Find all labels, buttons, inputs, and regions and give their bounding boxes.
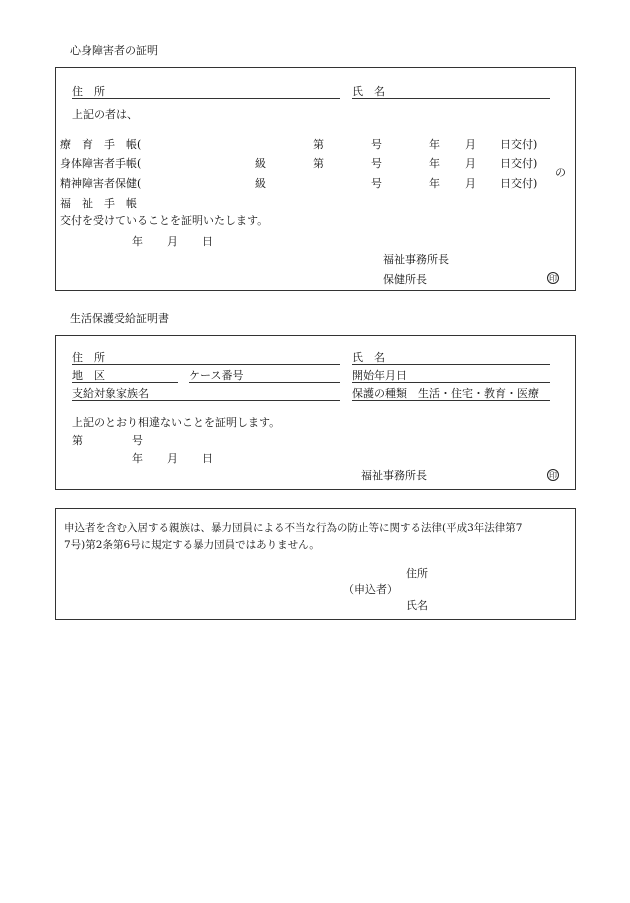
row1-nen: 年 <box>429 138 440 151</box>
seal-icon: 印 <box>549 274 557 283</box>
shintai-techo-label: 身体障害者手帳( <box>60 157 142 170</box>
date-nen: 年 <box>132 452 143 465</box>
certify-text: 交付を受けていることを証明いたします。 <box>60 214 269 227</box>
name-label: 氏 名 <box>352 85 385 98</box>
name-field[interactable] <box>352 98 550 99</box>
no-particle: の <box>555 166 566 179</box>
row3-grade: 級 <box>255 177 266 190</box>
row1-dai: 第 <box>313 138 324 151</box>
row3-hi: 日交付) <box>500 177 538 190</box>
ryoiku-techo-label: 療 育 手 帳( <box>60 138 142 151</box>
section2-title: 生活保護受給証明書 <box>70 312 169 325</box>
date-tsuki: 月 <box>167 452 178 465</box>
welfare-techo-label: 福 祉 手 帳 <box>60 197 137 210</box>
number-go: 号 <box>132 434 143 447</box>
welfare-certificate-box <box>55 335 576 490</box>
start-date-label: 開始年月日 <box>352 369 407 382</box>
row1-hi: 日交付) <box>500 138 538 151</box>
welfare-office-head: 福祉事務所長 <box>383 253 449 266</box>
address-label: 住 所 <box>72 351 105 364</box>
disability-certificate-box <box>55 67 576 291</box>
date-tsuki: 月 <box>167 235 178 248</box>
number-dai: 第 <box>72 434 83 447</box>
row3-go: 号 <box>371 177 382 190</box>
case-number-field[interactable] <box>189 382 340 383</box>
certify-text: 上記のとおり相違ないことを証明します。 <box>72 416 281 429</box>
case-number-label: ケース番号 <box>189 369 244 382</box>
address-label: 住 所 <box>72 85 105 98</box>
name-label: 氏名 <box>406 599 428 612</box>
welfare-office-head: 福祉事務所長 <box>361 469 427 482</box>
row1-tsuki: 月 <box>465 138 476 151</box>
row1-go: 号 <box>371 138 382 151</box>
declaration-line1: 申込者を含む入居する親族は、暴力団員による不当な行為の防止等に関する法律(平成3年法律第7 <box>64 522 523 534</box>
row2-go: 号 <box>371 157 382 170</box>
address-field[interactable] <box>72 364 340 365</box>
declaration-line2: 7号)第2条第6号に規定する暴力団員ではありません。 <box>64 539 320 551</box>
row2-grade: 級 <box>255 157 266 170</box>
district-field[interactable] <box>72 382 178 383</box>
start-date-field[interactable] <box>352 382 550 383</box>
row2-tsuki: 月 <box>465 157 476 170</box>
row2-dai: 第 <box>313 157 324 170</box>
address-label: 住所 <box>406 567 428 580</box>
seal-icon: 印 <box>549 471 557 480</box>
section1-title: 心身障害者の証明 <box>70 44 158 57</box>
date-nen: 年 <box>132 235 143 248</box>
name-field[interactable] <box>352 364 550 365</box>
family-field[interactable] <box>72 400 340 401</box>
row2-nen: 年 <box>429 157 440 170</box>
family-label: 支給対象家族名 <box>72 387 149 400</box>
row3-nen: 年 <box>429 177 440 190</box>
health-center-head: 保健所長 <box>383 273 427 286</box>
date-hi: 日 <box>202 452 213 465</box>
declaration-box <box>55 508 576 620</box>
applicant-label: （申込者） <box>343 583 398 596</box>
row3-tsuki: 月 <box>465 177 476 190</box>
seishin-label: 精神障害者保健( <box>60 177 142 190</box>
row2-hi: 日交付) <box>500 157 538 170</box>
intro-text: 上記の者は、 <box>72 108 138 121</box>
date-hi: 日 <box>202 235 213 248</box>
district-label: 地 区 <box>72 369 105 382</box>
name-label: 氏 名 <box>352 351 385 364</box>
protection-type-label: 保護の種類 生活・住宅・教育・医療 <box>352 387 539 400</box>
address-field[interactable] <box>72 98 340 99</box>
protection-type-field[interactable] <box>352 400 550 401</box>
